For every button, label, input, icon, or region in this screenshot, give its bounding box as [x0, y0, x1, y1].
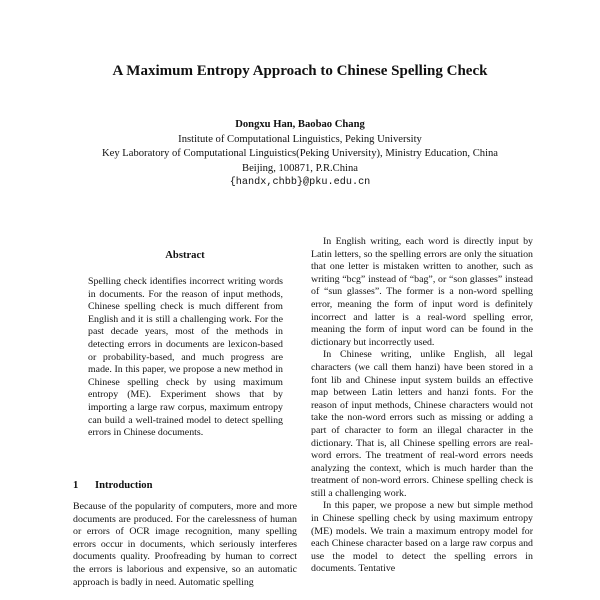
abstract-body — [88, 276, 283, 440]
paragraph-english-writing: In English writing, each word is directly input by Latin letters, so the spelling errors are only the situation that one letter is mistaken written to another, such as writing “bcg” instead of “bag”, or “son glasses” instead of “sun glasses”. The former is a non-word spelling error, meaning the form of input word is definitely incorrect and latter is a real-word spelling error, meaning the form of input word can be found in the dictionary but incorrectly used. — [311, 236, 533, 348]
affiliation-2: Key Laboratory of Computational Linguistics(Peking University), Ministry Education, China — [101, 148, 499, 159]
author-block — [40, 118, 560, 191]
paper-title: A Maximum Entropy Approach to Chinese Spelling Check — [112, 63, 488, 79]
affiliation-1: Institute of Computational Linguistics, Peking University — [178, 133, 422, 145]
paragraph-chinese-writing: In Chinese writing, unlike English, all legal characters (we call them hanzi) have been stored in a font lib and Chinese input system builds an effective map between Latin letters and hanzi fonts. For the reason of input methods, Chinese characters would not take the non-word errors such as missing or adding a part of character to form an illegal character in the dictionary. That is, all Chinese spelling errors are real-word errors. The treatment of real-word errors needs analyzing the context, which is much harder than the treatment of non-word errors. Chinese spelling check is still a challenging work. — [311, 349, 533, 499]
introduction-paragraph: Because of the popularity of computers, more and more documents are produced. For the carelessness of human or errors of OCR image recognition, many spelling errors occur in documents, which seriously interferes documents quality. Proofreading by human to correct the errors is laborious and expensive, so an automatic approach is badly in need. Automatic spelling — [73, 501, 297, 588]
abstract-heading: Abstract — [165, 250, 205, 261]
section-number: 1 — [73, 480, 79, 491]
paragraph-proposal: In this paper, we propose a new but simple method in Chinese spelling check by using maximum entropy (ME) models. We train a maximum entropy model for each Chinese character based on a large raw corpus and use the model to detect the spelling errors in documents. Tentative — [311, 500, 533, 575]
abstract-text: Spelling check identifies incorrect writing words in documents. For the reason of input methods, Chinese spelling check is much different from English and it is still a challenging work. For the past decade years, most of the methods in detecting errors in documents are lexicon-based or probability-based, and much progress are made. In this paper, we propose a new method in Chinese spelling check by using maximum entropy (ME). Experiment shows that by importing a large raw corpus, maximum entropy can build a well-trained model to detect spelling errors in Chinese documents. — [88, 276, 283, 439]
right-column — [311, 236, 533, 576]
author-location: Beijing, 100871, P.R.China — [242, 162, 358, 174]
introduction-body — [73, 501, 297, 589]
author-names: Dongxu Han, Baobao Chang — [235, 119, 365, 130]
section-title: Introduction — [95, 480, 153, 491]
section-heading-introduction — [73, 479, 297, 492]
author-email[interactable]: {handx,chbb}@pku.edu.cn — [229, 177, 371, 188]
